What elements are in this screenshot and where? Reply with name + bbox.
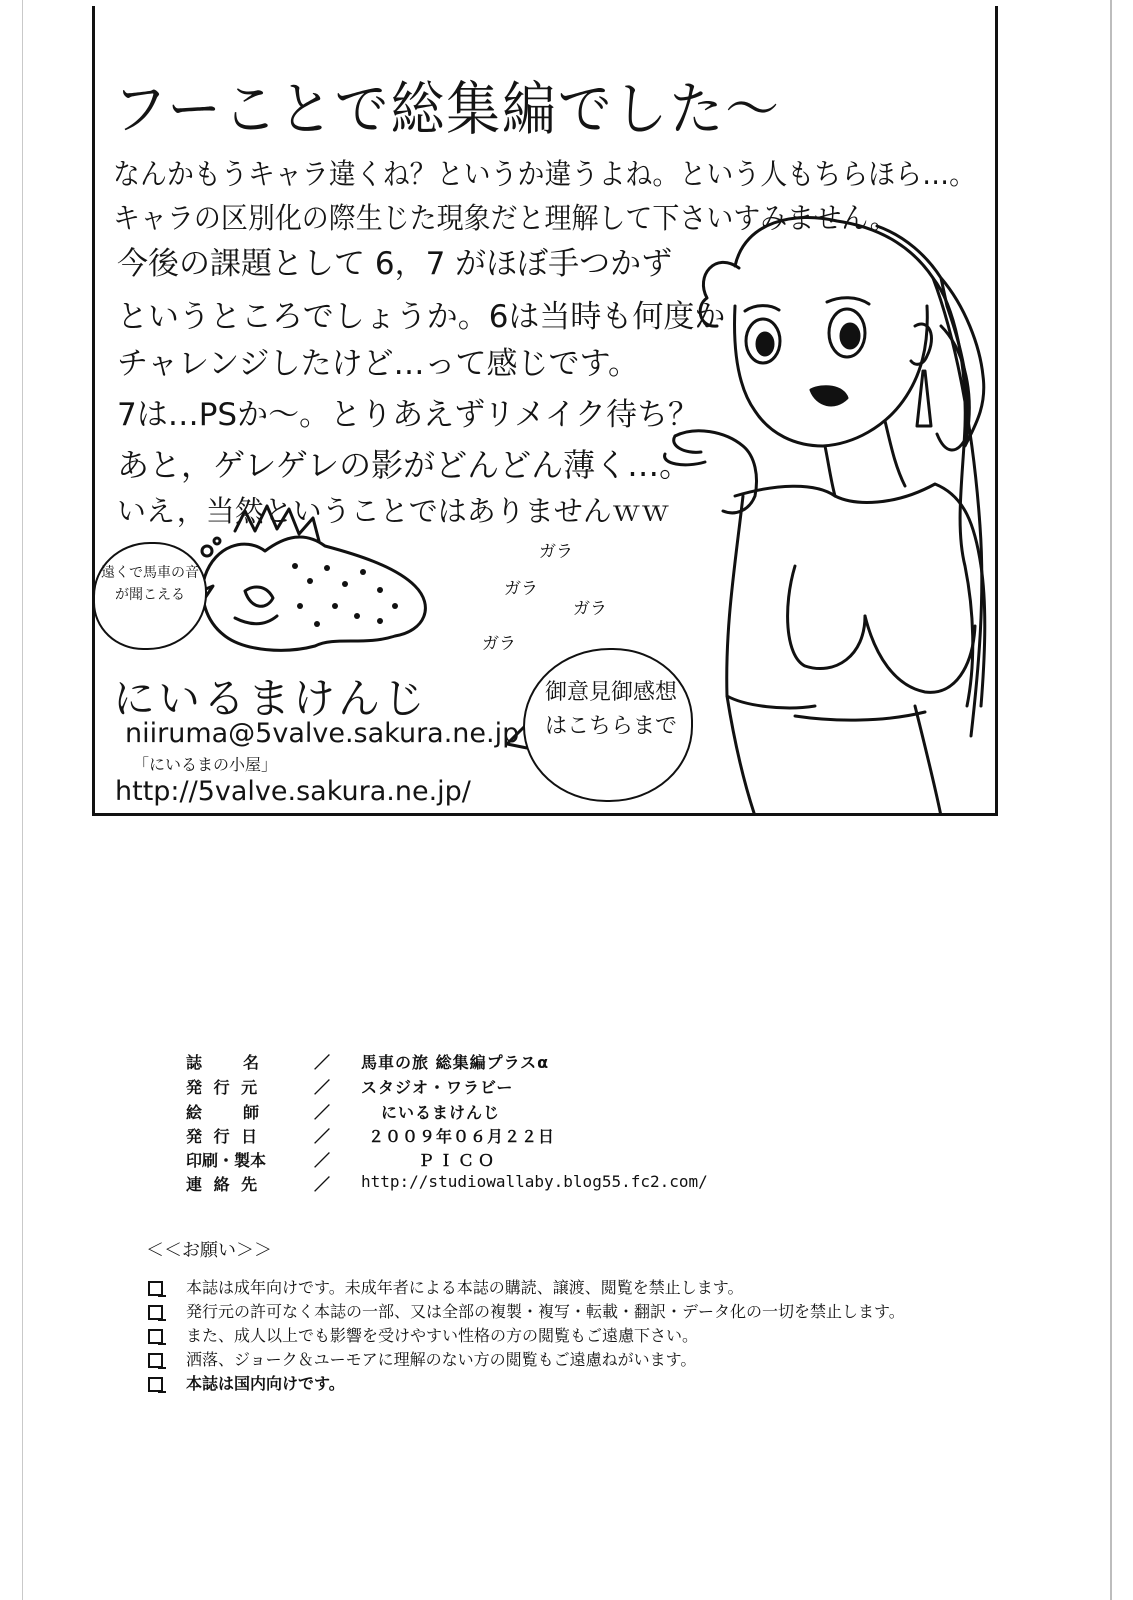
sound-effect: ガラ — [504, 579, 538, 599]
notice-text: 本誌は国内向けです。 — [186, 1374, 345, 1393]
checkbox-icon — [148, 1353, 163, 1368]
afterword-line: あと，ゲレゲレの影がどんどん薄く…。 — [117, 446, 692, 484]
girl-top — [727, 496, 815, 708]
colophon-key: 連 絡 先 — [186, 1175, 261, 1194]
colophon-key: 誌 名 — [186, 1053, 263, 1072]
girl-torso — [735, 484, 981, 566]
notice-text: 洒落、ジョーク＆ユーモアに理解のない方の閲覧もご遠慮ねがいます。 — [186, 1350, 697, 1369]
afterword-line: なんかもうキャラ違くね？というか違うよね。という人もちらほら…。 — [113, 157, 977, 191]
notice-item — [146, 1302, 976, 1321]
sound-effect: ガラ — [539, 542, 573, 562]
site-name: 「にいるまの小屋」 — [133, 755, 278, 774]
author-email: niiruma@5valve.sakura.ne.jp — [125, 718, 520, 749]
notice-item — [146, 1350, 976, 1369]
author-name: にいるまけんじ — [113, 674, 429, 723]
bubble-text: 遠くで馬車の音が聞こえる — [101, 565, 199, 603]
colophon-key: 発 行 元 — [186, 1078, 261, 1097]
afterword-line: 7は…PSか〜。とりあえずリメイク待ち？ — [117, 397, 699, 433]
colophon-value: 馬車の旅 総集編プラスα — [361, 1053, 550, 1072]
colophon-value: http://studiowallaby.blog55.fc2.com/ — [361, 1172, 708, 1191]
colophon-slash: ／ — [314, 1103, 331, 1122]
speech-bubble-right — [523, 648, 693, 802]
afterword-title: フーことで総集編でした〜 — [113, 75, 781, 143]
bubble-text: 御意見御感想はこちらまで — [545, 680, 678, 739]
notice-heading: ＜＜お願い＞＞ — [146, 1240, 272, 1261]
girl-mouth — [811, 387, 847, 405]
colophon-slash: ／ — [314, 1151, 331, 1170]
sound-effect: ガラ — [482, 634, 516, 654]
afterword-line: キャラの区別化の際生じた現象だと理解して下さいすみません。 — [113, 201, 897, 235]
checkbox-icon — [148, 1305, 163, 1320]
checkbox-icon — [148, 1377, 163, 1392]
colophon-key: 発 行 日 — [186, 1127, 261, 1146]
earring — [917, 371, 931, 426]
afterword-line: というところでしょうか。6は当時も何度か — [117, 299, 726, 335]
site-url: http://5valve.sakura.ne.jp/ — [115, 776, 471, 807]
colophon-value: にいるまけんじ — [381, 1103, 501, 1122]
notice-item — [146, 1326, 976, 1345]
monster — [203, 537, 426, 650]
notice-text: また、成人以上でも影響を受けやすい性格の方の閲覧もご遠慮下さい。 — [186, 1326, 699, 1345]
notice-item — [146, 1278, 976, 1297]
colophon-slash: ／ — [314, 1175, 331, 1194]
notice-list — [146, 1278, 976, 1393]
notice-text: 本誌は成年向けです。未成年者による本誌の購読、譲渡、閲覧を禁止します。 — [186, 1278, 744, 1297]
colophon-slash: ／ — [314, 1053, 331, 1072]
afterword-line: 今後の課題として 6，7 がほぼ手つかず — [117, 246, 673, 282]
afterword-line: チャレンジしたけど…って感じです。 — [117, 346, 640, 382]
afterword-line: いえ，当然ということではありませんｗｗ — [117, 494, 670, 528]
colophon-value: スタジオ・ワラビー — [361, 1078, 514, 1097]
afterword-comic-panel — [92, 6, 998, 816]
page-edge — [1110, 0, 1112, 1600]
colophon-key: 絵 師 — [186, 1103, 263, 1122]
colophon-slash: ／ — [314, 1078, 331, 1097]
checkbox-icon — [148, 1281, 163, 1296]
colophon-value: ＰＩＣＯ — [418, 1151, 499, 1170]
notice-item — [146, 1374, 976, 1393]
sound-effect: ガラ — [573, 599, 607, 619]
colophon-key: 印刷・製本 — [186, 1151, 267, 1170]
page-edge — [22, 0, 23, 1600]
notice-text: 発行元の許可なく本誌の一部、又は全部の複製・複写・転載・翻訳・データ化の一切を禁止します。 — [186, 1302, 905, 1321]
colophon-slash: ／ — [314, 1127, 331, 1146]
colophon-value: ２００９年０６月２２日 — [368, 1127, 556, 1146]
checkbox-icon — [148, 1329, 163, 1344]
